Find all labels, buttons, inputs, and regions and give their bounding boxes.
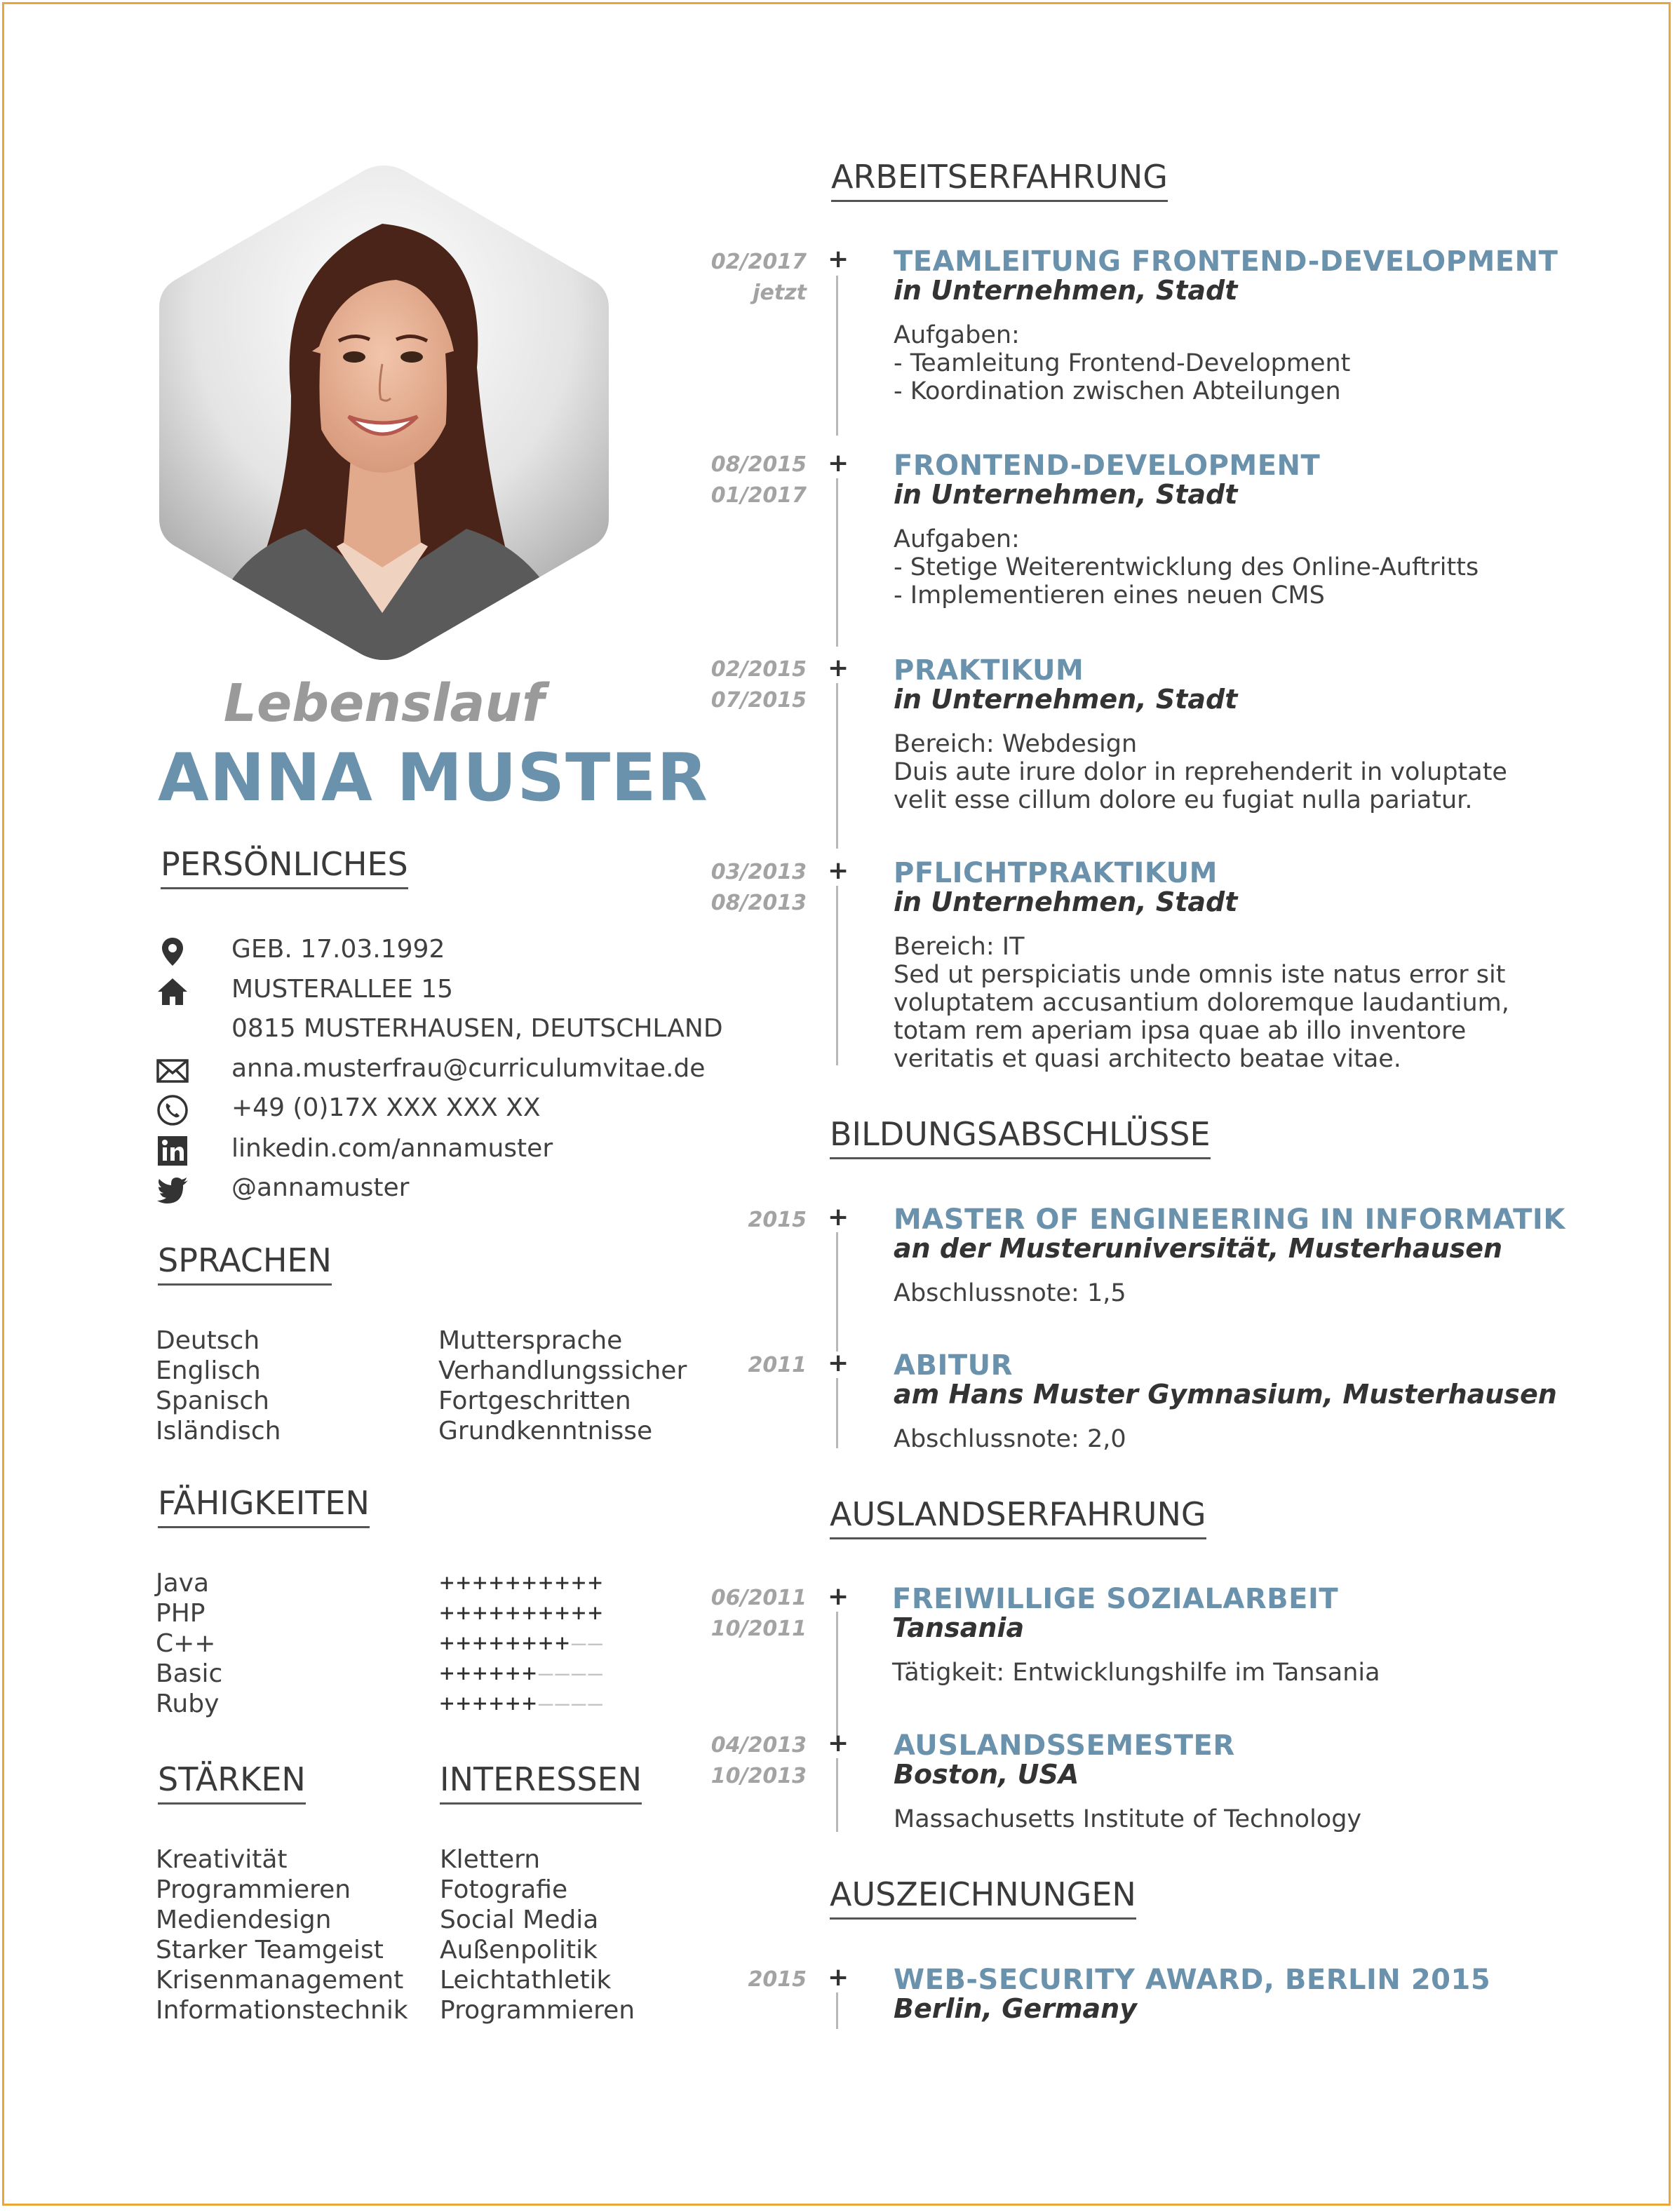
description-line: - Teamleitung Frontend-Development <box>894 349 1351 377</box>
skill-point-filled: + <box>538 1629 555 1657</box>
education-date <box>708 1350 807 1381</box>
language-name: Isländisch <box>156 1417 281 1445</box>
skill-name: Ruby <box>156 1690 220 1718</box>
abroad-heading: AUSLANDSERFAHRUNG <box>830 1495 1206 1539</box>
skill-name: Java <box>156 1569 210 1598</box>
interests-heading: INTERESSEN <box>440 1760 642 1805</box>
timeline-line <box>836 1758 838 1832</box>
description-line: Aufgaben: <box>894 321 1020 349</box>
strength-item: Starker Teamgeist <box>156 1936 384 1964</box>
interest-item: Außenpolitik <box>440 1936 598 1964</box>
birth-date: GEB. 17.03.1992 <box>231 935 445 964</box>
timeline-plus-icon: + <box>828 245 849 274</box>
skill-rating <box>440 1568 605 1598</box>
skill-name: C++ <box>156 1629 216 1658</box>
skill-point-filled: + <box>472 1569 490 1597</box>
language-level: Grundkenntnisse <box>438 1417 653 1445</box>
skill-point-filled: + <box>538 1599 555 1627</box>
street-address: MUSTERALLEE 15 <box>231 975 454 1004</box>
skill-point-filled: + <box>505 1599 523 1627</box>
skill-point-filled: + <box>456 1690 473 1718</box>
skill-point-filled: + <box>522 1659 539 1687</box>
language-name: Englisch <box>156 1356 261 1385</box>
skill-point-filled: + <box>505 1690 523 1718</box>
skill-point-empty: – <box>571 1659 588 1687</box>
skill-rating <box>440 1689 605 1719</box>
work-date-range <box>708 450 807 511</box>
work-employer: in Unternehmen, Stadt <box>894 479 1238 510</box>
skill-point-filled: + <box>522 1599 539 1627</box>
language-name: Deutsch <box>156 1326 260 1355</box>
date-to: 10/2011 <box>710 1617 807 1641</box>
skill-list <box>156 1568 222 1719</box>
skill-point-filled: + <box>555 1599 572 1627</box>
work-title: FRONTEND-DEVELOPMENT <box>894 450 1321 482</box>
interest-item: Programmieren <box>440 1996 635 2025</box>
personal-heading: PERSÖNLICHES <box>161 845 408 889</box>
location-pin-icon <box>156 935 189 969</box>
skill-point-filled: + <box>588 1599 605 1627</box>
date-from: 02/2015 <box>710 657 807 682</box>
language-level: Verhandlungssicher <box>438 1356 687 1385</box>
skill-point-filled: + <box>440 1690 457 1718</box>
date-from: 02/2017 <box>710 250 807 274</box>
skill-point-filled: + <box>456 1599 473 1627</box>
timeline-line <box>836 683 838 849</box>
date-from: 2015 <box>748 1967 807 1992</box>
abroad-title: FREIWILLIGE SOZIALARBEIT <box>892 1583 1339 1615</box>
work-employer: in Unternehmen, Stadt <box>894 886 1238 917</box>
description-line: velit esse cillum dolore eu fugiat nulla pariatur. <box>894 786 1473 814</box>
work-employer: in Unternehmen, Stadt <box>894 275 1238 306</box>
date-to: jetzt <box>753 281 807 305</box>
strength-item: Krisenmanagement <box>156 1966 404 1995</box>
abroad-description: Tätigkeit: Entwicklungshilfe im Tansania <box>892 1659 1380 1687</box>
description-line: Aufgaben: <box>894 525 1020 553</box>
skill-point-filled: + <box>522 1629 539 1657</box>
interest-item: Leichtathletik <box>440 1966 612 1995</box>
description-line: - Implementieren eines neuen CMS <box>894 581 1325 609</box>
skill-rating <box>440 1628 605 1659</box>
skill-name: Basic <box>156 1659 223 1688</box>
date-from: 2015 <box>748 1208 807 1232</box>
skill-point-filled: + <box>522 1690 539 1718</box>
award-title: WEB-SECURITY AWARD, BERLIN 2015 <box>894 1964 1491 1996</box>
abroad-location: Boston, USA <box>894 1759 1079 1790</box>
skill-name: PHP <box>156 1599 206 1628</box>
skill-rating <box>440 1659 605 1689</box>
skill-point-filled: + <box>440 1569 457 1597</box>
award-date <box>708 1964 807 1995</box>
skill-point-filled: + <box>571 1569 588 1597</box>
timeline-plus-icon: + <box>828 1349 849 1377</box>
skill-point-filled: + <box>489 1599 506 1627</box>
skill-point-filled: + <box>588 1569 605 1597</box>
skill-point-empty: – <box>555 1659 572 1687</box>
skills-heading: FÄHIGKEITEN <box>158 1484 370 1528</box>
education-title: MASTER OF ENGINEERING IN INFORMATIK <box>894 1203 1565 1236</box>
skill-point-empty: – <box>588 1659 605 1687</box>
skill-point-filled: + <box>472 1659 490 1687</box>
skill-point-filled: + <box>489 1629 506 1657</box>
skill-point-empty: – <box>555 1690 572 1718</box>
date-to: 01/2017 <box>710 483 807 508</box>
skill-point-filled: + <box>472 1690 490 1718</box>
language-level: Fortgeschritten <box>438 1387 631 1415</box>
timeline-plus-icon: + <box>828 1582 849 1611</box>
timeline-plus-icon: + <box>828 449 849 478</box>
timeline-line <box>836 478 838 647</box>
work-description <box>894 730 1507 814</box>
strength-item: Informationstechnik <box>156 1996 408 2025</box>
skill-point-filled: + <box>489 1569 506 1597</box>
description-line: Duis aute irure dolor in reprehenderit in voluptate <box>894 758 1507 786</box>
timeline-line <box>836 886 838 1065</box>
skill-point-filled: + <box>555 1629 572 1657</box>
awards-heading: AUSZEICHNUNGEN <box>830 1875 1136 1920</box>
date-from: 04/2013 <box>710 1733 807 1758</box>
skill-point-filled: + <box>522 1569 539 1597</box>
strengths-heading: STÄRKEN <box>158 1760 306 1805</box>
description-line: Bereich: IT <box>894 933 1025 961</box>
date-from: 06/2011 <box>710 1586 807 1610</box>
language-level: Muttersprache <box>438 1326 623 1355</box>
skill-point-empty: – <box>538 1690 555 1718</box>
timeline-plus-icon: + <box>828 654 849 682</box>
abroad-date-range <box>708 1730 807 1792</box>
description-line: voluptatem accusantium doloremque laudantium, <box>894 989 1509 1017</box>
skill-point-filled: + <box>555 1569 572 1597</box>
strength-item: Programmieren <box>156 1875 351 1904</box>
work-title: PFLICHTPRAKTIKUM <box>894 857 1218 889</box>
description-line: Sed ut perspiciatis unde omnis iste natus error sit <box>894 961 1506 989</box>
skill-point-empty: – <box>571 1690 588 1718</box>
envelope-icon <box>156 1054 189 1088</box>
linkedin-link[interactable]: linkedin.com/annamuster <box>231 1134 553 1163</box>
work-description <box>894 933 1509 1073</box>
date-to: 10/2013 <box>710 1764 807 1788</box>
abroad-location: Tansania <box>892 1612 1025 1643</box>
skill-point-filled: + <box>440 1659 457 1687</box>
language-level-list <box>438 1326 687 1446</box>
description-line: veritatis et quasi architecto beatae vitae. <box>894 1045 1401 1073</box>
skill-point-filled: + <box>456 1569 473 1597</box>
skill-point-filled: + <box>440 1599 457 1627</box>
date-to: 08/2013 <box>710 891 807 915</box>
work-description <box>894 321 1350 405</box>
skill-point-empty: – <box>588 1629 605 1657</box>
work-title: TEAMLEITUNG FRONTEND-DEVELOPMENT <box>894 245 1558 278</box>
skill-point-filled: + <box>505 1659 523 1687</box>
work-heading: ARBEITSERFAHRUNG <box>831 158 1168 202</box>
work-date-range <box>708 857 807 919</box>
skill-point-filled: + <box>456 1659 473 1687</box>
description-line: totam rem aperiam ipsa quae ab illo inventore <box>894 1017 1467 1045</box>
skill-point-filled: + <box>440 1629 457 1657</box>
interests-list <box>440 1845 635 2025</box>
skill-point-filled: + <box>489 1690 506 1718</box>
skill-point-filled: + <box>456 1629 473 1657</box>
education-grade: Abschlussnote: 1,5 <box>894 1279 1126 1307</box>
award-location: Berlin, Germany <box>894 1993 1138 2024</box>
skill-point-empty: – <box>571 1629 588 1657</box>
abroad-date-range <box>708 1583 807 1645</box>
work-date-range <box>708 247 807 309</box>
strengths-list <box>156 1845 408 2025</box>
date-to: 07/2015 <box>710 688 807 713</box>
abroad-title: AUSLANDSSEMESTER <box>894 1729 1235 1762</box>
skill-point-filled: + <box>472 1599 490 1627</box>
education-institution: am Hans Muster Gymnasium, Musterhausen <box>894 1379 1557 1410</box>
skill-point-filled: + <box>472 1629 490 1657</box>
interest-item: Klettern <box>440 1845 541 1874</box>
skill-point-filled: + <box>538 1569 555 1597</box>
skill-point-filled: + <box>505 1629 523 1657</box>
work-description <box>894 525 1479 609</box>
date-from: 2011 <box>748 1353 807 1377</box>
skill-point-filled: + <box>505 1569 523 1597</box>
description-line: - Stetige Weiterentwicklung des Online-Auftritts <box>894 553 1479 581</box>
skill-point-filled: + <box>489 1659 506 1687</box>
language-list <box>156 1326 281 1446</box>
education-grade: Abschlussnote: 2,0 <box>894 1425 1126 1453</box>
email-link[interactable]: anna.musterfrau@curriculumvitae.de <box>231 1054 706 1083</box>
skill-point-empty: – <box>588 1690 605 1718</box>
twitter-icon <box>156 1173 189 1207</box>
timeline-plus-icon: + <box>828 856 849 885</box>
date-from: 03/2013 <box>710 860 807 884</box>
education-institution: an der Musteruniversität, Musterhausen <box>894 1233 1503 1264</box>
skill-point-filled: + <box>571 1599 588 1627</box>
abroad-description: Massachusetts Institute of Technology <box>894 1805 1362 1833</box>
timeline-line <box>836 1992 838 2029</box>
twitter-handle[interactable]: @annamuster <box>231 1173 410 1202</box>
timeline-line <box>836 1232 838 1351</box>
strength-item: Mediendesign <box>156 1906 332 1934</box>
timeline-plus-icon: + <box>828 1729 849 1758</box>
description-line: Bereich: Webdesign <box>894 730 1138 758</box>
language-name: Spanisch <box>156 1387 269 1415</box>
skill-rating-list <box>440 1568 605 1719</box>
timeline-plus-icon: + <box>828 1203 849 1232</box>
home-icon <box>156 975 189 1009</box>
linkedin-icon <box>156 1134 189 1168</box>
phone-number[interactable]: +49 (0)17X XXX XXX XX <box>231 1093 541 1122</box>
languages-heading: SPRACHEN <box>158 1241 332 1286</box>
timeline-line <box>836 276 838 436</box>
city-address: 0815 MUSTERHAUSEN, DEUTSCHLAND <box>231 1014 723 1043</box>
work-date-range <box>708 654 807 716</box>
timeline-plus-icon: + <box>828 1963 849 1992</box>
person-name: ANNA MUSTER <box>158 740 708 816</box>
work-employer: in Unternehmen, Stadt <box>894 684 1238 715</box>
skill-rating <box>440 1598 605 1628</box>
interest-item: Fotografie <box>440 1875 568 1904</box>
document-label: Lebenslauf <box>223 673 545 734</box>
education-title: ABITUR <box>894 1349 1013 1382</box>
education-heading: BILDUNGSABSCHLÜSSE <box>830 1115 1211 1159</box>
interest-item: Social Media <box>440 1906 599 1934</box>
skill-point-empty: – <box>538 1659 555 1687</box>
phone-icon <box>156 1093 189 1127</box>
timeline-line <box>836 1378 838 1448</box>
strength-item: Kreativität <box>156 1845 288 1874</box>
description-line: - Koordination zwischen Abteilungen <box>894 377 1341 405</box>
profile-photo <box>158 164 610 662</box>
work-title: PRAKTIKUM <box>894 654 1084 687</box>
date-from: 08/2015 <box>710 452 807 477</box>
education-date <box>708 1205 807 1236</box>
timeline-line <box>836 1612 838 1741</box>
